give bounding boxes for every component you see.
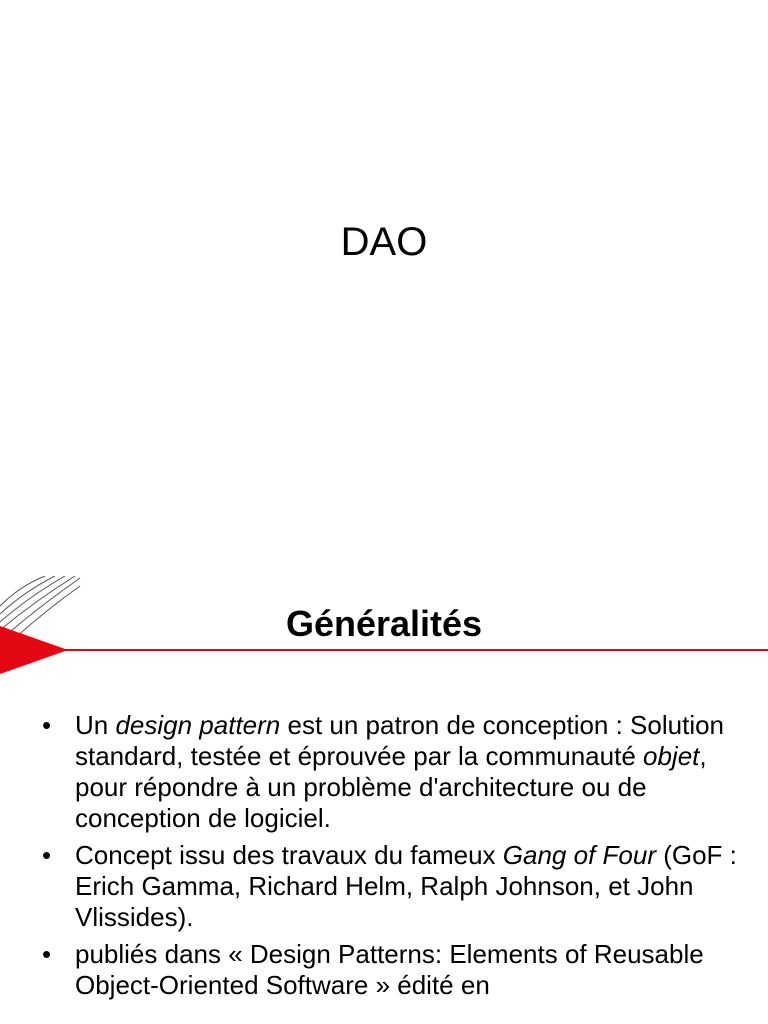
slide-2-title: Généralités [285, 603, 483, 644]
bullet-dot: • [42, 710, 52, 740]
bullet-item [40, 710, 740, 834]
slide-2 [0, 576, 768, 1024]
bullet-item [40, 840, 740, 933]
bullet-list [40, 710, 740, 1007]
bullet-text: publiés dans « Design Patterns: Elements of Reusable Object-Oriented Software » édité en [75, 939, 704, 1000]
bullet-dot: • [42, 840, 52, 870]
bullet-text: est un patron de conception : Solution standard, testée et éprouvée par la communauté [75, 710, 725, 771]
bullet-italic: Gang of Four [502, 840, 656, 870]
bullet-text: Concept issu des travaux du fameux [75, 840, 503, 870]
bullet-text: (GoF : Erich Gamma, Richard Helm, Ralph Johnson, et John Vlissides). [75, 840, 737, 932]
slide-1-title: DAO [340, 220, 428, 264]
bullet-italic: objet [643, 741, 700, 771]
bullet-dot: • [42, 939, 52, 969]
bullet-text: Un [75, 710, 116, 740]
bullet-item [40, 939, 740, 1001]
bullet-text: , pour répondre à un problème d'architecture ou de conception de logiciel. [75, 741, 707, 833]
bullet-italic: design pattern [115, 710, 281, 740]
